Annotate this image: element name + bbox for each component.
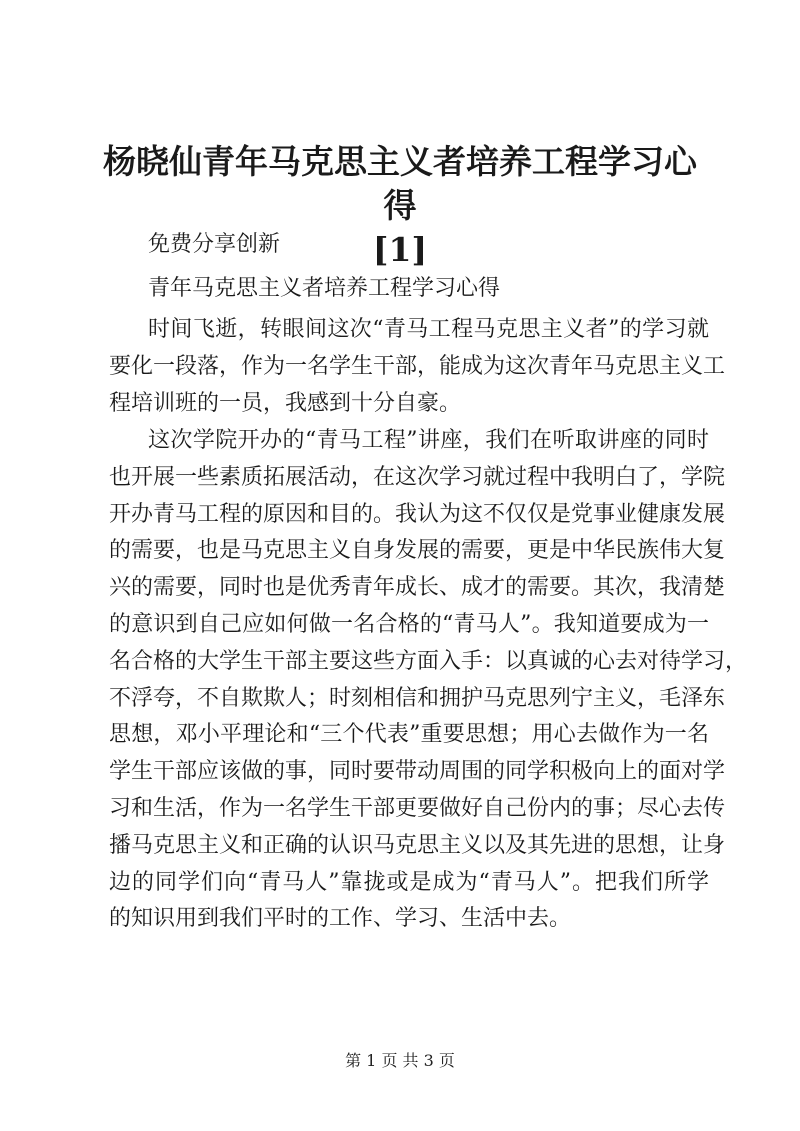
paragraph-2 [109,423,748,938]
tagline: 免费分享创新 [148,232,281,257]
paragraph-line: 也开展一些素质拓展活动，在这次学习就过程中我明白了，学院 [109,464,726,490]
paragraph-line: 名合格的大学生干部主要这些方面入手：以真诚的心去对待学习， [109,648,748,674]
paragraph-line: 的意识到自己应如何做一名合格的“青马人”。我知道要成为一 [109,611,709,637]
paragraph-line: 程培训班的一员，我感到十分自豪。 [109,390,462,416]
paragraph-line: 要化一段落，作为一名学生干部，能成为这次青年马克思主义工 [109,353,726,379]
paragraph-line: 时间飞逝，转眼间这次“青马工程马克思主义者”的学习就 [148,317,709,342]
paragraph-line: 学生干部应该做的事，同时要带动周围的同学积极向上的面对学 [109,759,726,785]
paragraph-line: 思想，邓小平理论和“三个代表”重要思想；用心去做作为一名 [109,722,709,748]
title-line-2: [1] [372,230,428,269]
paragraph-line: 的知识用到我们平时的工作、学习、生活中去。 [109,906,572,932]
paragraph-line: 开办青马工程的原因和目的。我认为这不仅仅是党事业健康发展 [109,501,726,527]
paragraph-line: 这次学院开办的“青马工程”讲座，我们在听取讲座的同时 [148,428,709,453]
paragraph-line: 边的同学们向“青马人”靠拢或是成为“青马人”。把我们所学 [109,869,709,895]
title-line-1: 杨晓仙青年马克思主义者培养工程学习心得 [103,142,697,225]
paragraph-line: 的需要，也是马克思主义自身发展的需要，更是中华民族伟大复 [109,538,726,564]
paragraph-line: 习和生活，作为一名学生干部更要做好自己份内的事；尽心去传 [109,795,726,821]
paragraph-line: 不浮夸，不自欺欺人；时刻相信和拥护马克思列宁主义，毛泽东 [109,685,726,711]
paragraph-line: 兴的需要，同时也是优秀青年成长、成才的需要。其次，我清楚 [109,575,726,601]
subtitle: 青年马克思主义者培养工程学习心得 [148,276,501,301]
page-footer: 第 1 页 共 3 页 [345,1051,455,1070]
paragraph-line: 播马克思主义和正确的认识马克思主义以及其先进的思想，让身 [109,832,726,858]
paragraph-1 [109,312,726,422]
